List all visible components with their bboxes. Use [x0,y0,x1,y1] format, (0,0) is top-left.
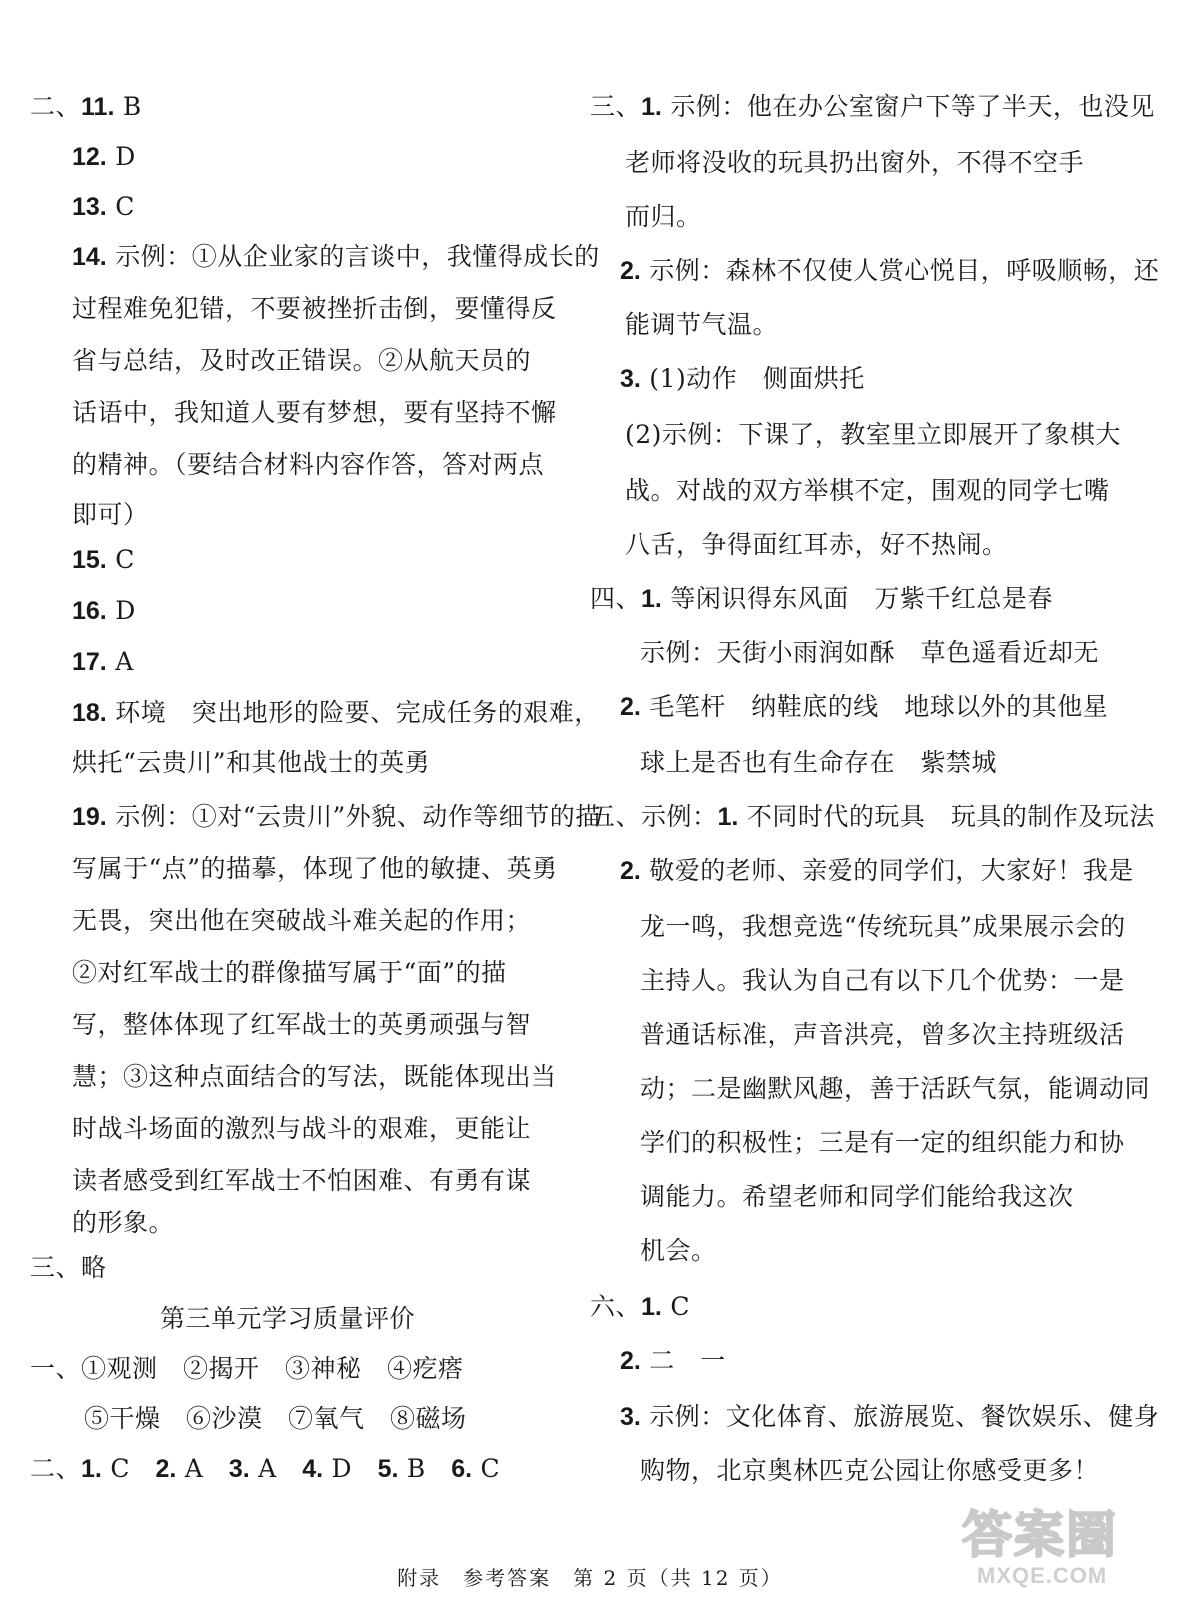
answer-line: ⑤干燥 ⑥沙漠 ⑦氧气 ⑧磁场 [84,1404,467,1433]
answer-line: 的形象。 [72,1208,175,1237]
page-footer: 附录 参考答案 第 2 页（共 12 页） [397,1566,783,1590]
question-number: 1. [81,1455,102,1483]
section-marker: 六、 [590,1292,642,1321]
section-marker: 五、示例： [590,802,718,831]
answer-line: 调能力。希望老师和同学们能给我这次 [640,1182,1074,1211]
answer-line [620,1346,726,1376]
answer-line [72,192,135,222]
question-number: 5. [377,1455,399,1483]
answer-line: 时战斗场面的激烈与战斗的艰难，更能让 [72,1114,532,1143]
question-number: 3. [228,1455,250,1483]
question-number: 19. [72,803,107,831]
answer-line: 读者感受到红军战士不怕困难、有勇有谋 [72,1166,532,1195]
answer-line [72,802,601,832]
section-marker: 二、 [30,92,82,121]
answer-line: 写，整体体现了红军战士的英勇顽强与智 [72,1010,532,1039]
question-number: 13. [72,193,107,221]
answer-line: 学们的积极性；三是有一定的组织能力和协 [640,1128,1125,1157]
section-marker: 四、 [590,584,642,613]
question-number: 1. [641,1293,662,1321]
answer-text: 示例：①从企业家的言谈中，我懂得成长的 [106,242,600,271]
answer-line: 能调节气温。 [625,310,779,339]
question-number: 3. [620,365,641,393]
answer-text: 等闲识得东风面 万紫千红总是春 [661,584,1053,613]
answer-text: 示例：文化体育、旅游展览、餐饮娱乐、健身 [640,1402,1160,1431]
answer-line [620,364,865,394]
answer-line: 球上是否也有生命存在 紫禁城 [640,748,998,777]
answer-line: 慧；③这种点面结合的写法，既能体现出当 [72,1062,557,1091]
answer-line [72,596,136,626]
answer-text: A [249,1454,303,1483]
answer-line [72,545,135,575]
answer-line [72,242,600,272]
answer-line: ②对红军战士的群像描写属于“面”的描 [72,958,507,987]
answer-line: 八舌，争得面红耳赤，好不热闹。 [625,530,1008,559]
question-number: 4. [302,1455,324,1483]
answer-line: 话语中，我知道人要有梦想，要有坚持不懈 [72,398,557,427]
answer-line: 主持人。我认为自己有以下几个优势：一是 [640,966,1125,995]
answer-text: C [106,192,135,221]
answer-text: C [106,545,135,574]
answer-line: (2)示例：下课了，教室里立即展开了象棋大 [625,420,1121,449]
question-number: 1. [641,585,662,613]
answer-line [590,584,1053,614]
question-number: 1. [641,93,662,121]
question-number: 2. [155,1455,177,1483]
answer-line: 写属于“点”的描摹，体现了他的敏捷、英勇 [72,854,558,883]
answer-line [30,1454,500,1484]
answer-line: 示例：天街小雨润如酥 草色遥看近却无 [640,638,1100,667]
answer-text: B [114,92,142,121]
question-number: 1. [717,803,739,831]
answer-line: 战。对战的双方举棋不定，围观的同学七嘴 [625,476,1110,505]
answer-text: D [106,596,136,625]
answer-line: 过程难免犯错，不要被挫折击倒，要懂得反 [72,294,557,323]
answer-line: 无畏，突出他在突破战斗难关起的作用； [72,906,532,935]
answer-text: B [398,1454,452,1483]
answer-line [590,92,1155,122]
answer-line: 三、略 [30,1253,107,1282]
answer-line [620,1402,1159,1432]
answer-line: 而归。 [625,202,702,231]
question-number: 17. [72,648,107,676]
answer-line: 龙一鸣，我想竞选“传统玩具”成果展示会的 [640,912,1126,941]
answer-text: A [176,1454,229,1483]
answer-text: C [661,1292,690,1321]
answer-text: 示例：他在办公室窗户下等了半天，也没见 [661,92,1155,121]
answer-line [590,1292,690,1322]
answer-line [590,802,1155,832]
question-number: 2. [620,1347,641,1375]
answer-line [72,698,600,728]
answer-line [620,692,1108,722]
watermark-mark: 答案圈 [962,1506,1118,1564]
answer-line: 烘托“云贵川”和其他战士的英勇 [72,748,431,777]
question-number: 12. [72,143,107,171]
answer-text: C [101,1454,156,1483]
answer-text: D [106,142,136,171]
watermark-logo [952,1505,1172,1595]
answer-text: 不同时代的玩具 玩具的制作及玩法 [738,802,1155,831]
question-number: 16. [72,597,107,625]
answer-line: 老师将没收的玩具扔出窗外，不得不空手 [625,148,1085,177]
answer-line [72,142,136,172]
answer-line [72,647,134,677]
question-number: 3. [620,1403,641,1431]
answer-text: 敬爱的老师、亲爱的同学们，大家好！我是 [640,856,1134,885]
answer-text: 示例：①对“云贵川”外貌、动作等细节的描 [106,802,601,831]
question-number: 15. [72,546,107,574]
section-marker: 三、 [590,92,642,121]
answer-line: 一、①观测 ②揭开 ③神秘 ④疙瘩 [30,1354,464,1383]
watermark-url: MXQE.COM [977,1563,1108,1588]
answer-line [620,256,1159,286]
question-number: 18. [72,699,107,727]
answer-line: 省与总结，及时改正错误。②从航天员的 [72,346,532,375]
question-number: 6. [451,1455,473,1483]
answer-line: 的精神。（要结合材料内容作答，答对两点 [72,450,545,479]
answer-text: 毛笔杆 纳鞋底的线 地球以外的其他星 [640,692,1109,721]
question-number: 2. [620,257,641,285]
answer-text: A [106,647,134,676]
answer-text: D [323,1454,378,1483]
answer-text: (1)动作 侧面烘托 [640,364,865,393]
answer-text: 二 一 [640,1346,726,1375]
answer-line: 机会。 [640,1236,717,1265]
answer-line: 即可） [72,500,149,529]
answer-text: 环境 突出地形的险要、完成任务的艰难， [106,698,600,727]
answer-line: 动；二是幽默风趣，善于活跃气氛，能调动同 [640,1074,1151,1103]
question-number: 2. [620,693,641,721]
section-marker: 二、 [30,1454,82,1483]
answer-line [620,856,1134,886]
answer-line [30,92,142,122]
section-title: 第三单元学习质量评价 [160,1304,416,1333]
answer-line: 普通话标准，声音洪亮，曾多次主持班级活 [640,1020,1125,1049]
question-number: 11. [81,93,115,121]
answer-line: 购物，北京奥林匹克公园让你感受更多！ [640,1456,1100,1485]
answer-text: 示例：森林不仅使人赏心悦目，呼吸顺畅，还 [640,256,1160,285]
question-number: 2. [620,857,641,885]
answer-text: C [472,1454,501,1483]
question-number: 14. [72,243,107,271]
